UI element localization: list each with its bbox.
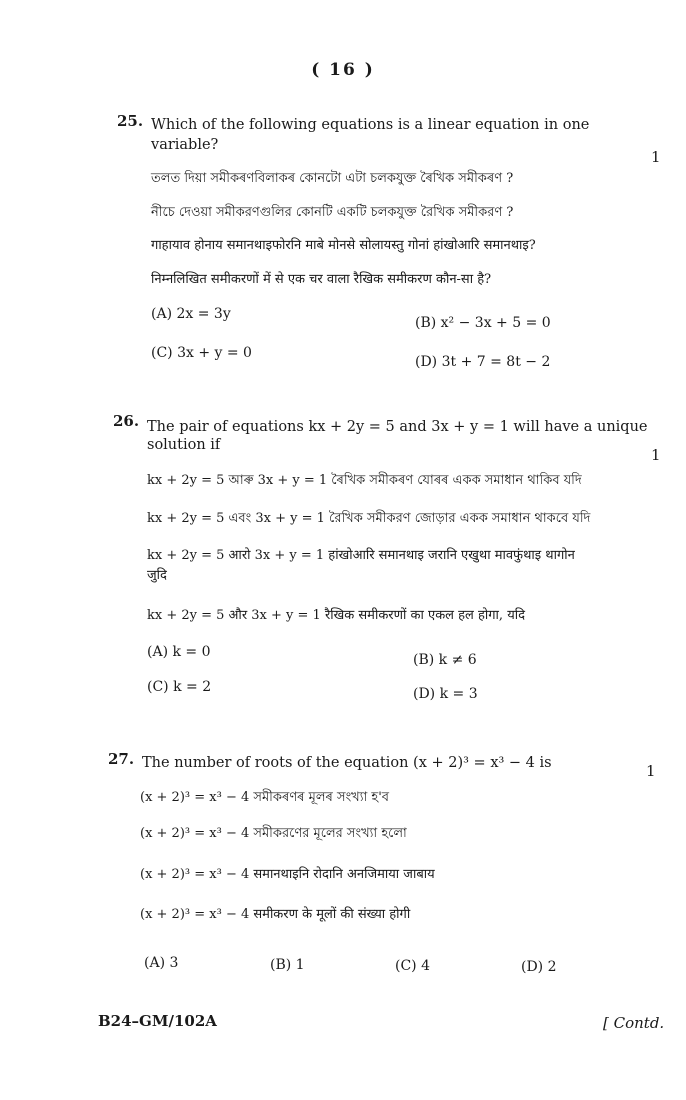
question-26-number: 26. — [113, 412, 140, 430]
question-25-text-hindi: निम्नलिखित समीकरणों में से एक चर वाला रैखिक समीकरण कौन-सा है? — [151, 272, 492, 287]
question-26-text-assamese: kx + 2y = 5 আৰু 3x + y = 1 ৰৈখিক সমীকৰণ যোৰৰ একক সমাধান থাকিব যদি — [147, 473, 582, 488]
question-26-marks: 1 — [651, 446, 661, 464]
question-27-option-d: (D) 2 — [521, 959, 557, 975]
question-25-number: 25. — [117, 112, 144, 130]
question-27-marks: 1 — [646, 762, 656, 780]
continued-label: [ Contd. — [603, 1014, 665, 1032]
question-26-text-hindi: kx + 2y = 5 और 3x + y = 1 रैखिक समीकरणों का एकल हल होगा, यदि — [147, 608, 526, 623]
question-25-text-en: Which of the following equations is a linear equation in one — [151, 117, 590, 133]
question-27-number: 27. — [108, 750, 135, 768]
question-25-text-assamese: তলত দিয়া সমীকৰণবিলাকৰ কোনটো এটা চলকযুক্ত ৰৈখিক সমীকৰণ ? — [151, 171, 514, 186]
page-number: ( 16 ) — [311, 60, 375, 80]
question-26-text-en: The pair of equations kx + 2y = 5 and 3x + y = 1 will have a unique — [147, 419, 648, 435]
question-25-option-b: (B) x² − 3x + 5 = 0 — [415, 315, 551, 331]
question-25-option-c: (C) 3x + y = 0 — [151, 345, 252, 361]
question-26-option-c: (C) k = 2 — [147, 679, 212, 695]
question-26-option-b: (B) k ≠ 6 — [413, 652, 477, 668]
question-26-text-bodo: kx + 2y = 5 आरो 3x + y = 1 हांखोआरि समानथाइ जरानि एखुथा मावफुंथाइ थागोन — [147, 548, 575, 563]
question-27-text-bengali: (x + 2)³ = x³ − 4 সমীকরণের মূলের সংখ্যা হলো — [140, 826, 407, 841]
paper-code: B24–GM/102A — [98, 1012, 217, 1030]
question-27-option-c: (C) 4 — [395, 958, 430, 974]
question-27-text-assamese: (x + 2)³ = x³ − 4 সমীকৰণৰ মূলৰ সংখ্যা হ'ব — [140, 790, 390, 805]
question-26-text-bengali: kx + 2y = 5 এবং 3x + y = 1 রৈখিক সমীকরণ জোড়ার একক সমাধান থাকবে যদি — [147, 511, 591, 526]
question-25-text-en-cont: variable? — [151, 137, 219, 153]
question-25-option-a: (A) 2x = 3y — [151, 306, 231, 322]
question-25-text-bodo: गाहायाव होनाय समानथाइफोरनि माबे मोनसे सोलायस्तु गोनां हांखोआरि समानथाइ? — [151, 238, 536, 253]
question-26-option-d: (D) k = 3 — [413, 686, 478, 702]
question-25-option-d: (D) 3t + 7 = 8t − 2 — [415, 354, 551, 370]
question-26-text-bodo-cont: जुदि — [147, 568, 167, 583]
question-27-text-hindi: (x + 2)³ = x³ − 4 समीकरण के मूलों की संख्या होगी — [140, 907, 411, 922]
question-27-option-a: (A) 3 — [144, 955, 179, 971]
question-27-option-b: (B) 1 — [270, 957, 305, 973]
question-25-marks: 1 — [651, 148, 661, 166]
question-25-text-bengali: নীচে দেওয়া সমীকরণগুলির কোনটি একটি চলকযুক্ত রৈখিক সমীকরণ ? — [151, 205, 514, 220]
question-26-text-en-cont: solution if — [147, 437, 221, 453]
question-27-text-bodo: (x + 2)³ = x³ − 4 समानथाइनि रोदानि अनजिमाया जाबाय — [140, 867, 435, 882]
question-26-option-a: (A) k = 0 — [147, 644, 211, 660]
question-27-text-en: The number of roots of the equation (x + 2)³ = x³ − 4 is — [142, 755, 552, 771]
